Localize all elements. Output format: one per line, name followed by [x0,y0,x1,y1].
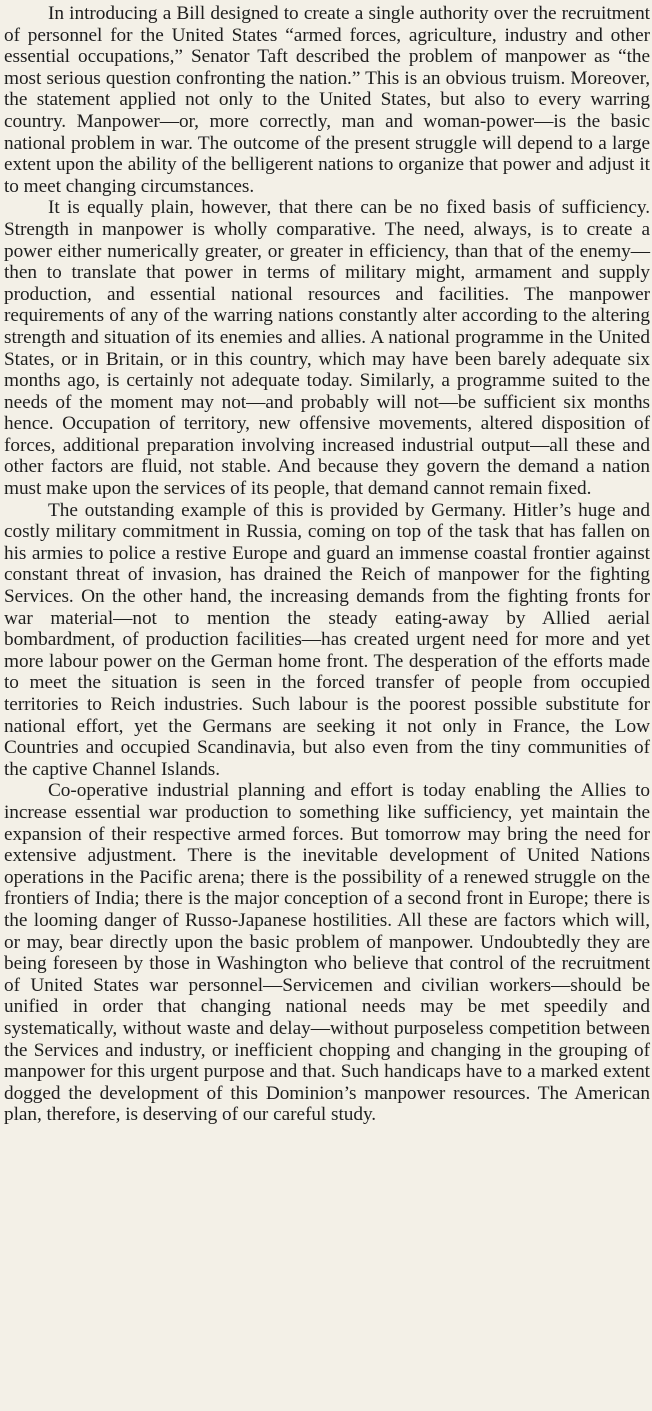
article-paragraph-3: The outstanding example of this is provided by Germany. Hitler’s huge and costly military commitment in Russia, coming on top of the task that has fallen on his armies to police a restive Europe and guard an immense coastal frontier against constant threat of invasion, has drained the Reich of manpower for the fighting Services. On the other hand, the increasing demands from the fighting fronts for war material—not to mention the steady eating-away by Allied aerial bombardment, of production facilities—has created urgent need for more and yet more labour power on the German home front. The desperation of the efforts made to meet the situation is seen in the forced transfer of people from occupied territories to Reich industries. Such labour is the poorest possible substitute for national effort, yet the Germans are seeking it not only in France, the Low Countries and occupied Scandinavia, but also even from the tiny communities of the captive Channel Islands. [4,499,650,780]
article-paragraph-1: In introducing a Bill designed to create a single authority over the recruitment of personnel for the United States “armed forces, agriculture, industry and other essential occupations,” Senator Taft described the problem of manpower as “the most serious question confronting the nation.” This is an obvious truism. Moreover, the statement applied not only to the United States, but also to every warring country. Manpower—or, more correctly, man and woman-power—is the basic national problem in war. The outcome of the present struggle will depend to a large extent upon the ability of the belligerent nations to organize that power and adjust it to meet changing circumstances. [4,3,650,197]
article-paragraph-4: Co-operative industrial planning and effort is today enabling the Allies to increase essential war production to something like sufficiency, yet maintain the expansion of their respective armed forces. But tomorrow may bring the need for extensive adjustment. There is the inevitable development of United Nations operations in the Pacific arena; there is the possibility of a renewed struggle on the frontiers of India; there is the major conception of a second front in Europe; there is the looming danger of Russo-Japanese hostilities. All these are factors which will, or may, bear directly upon the basic problem of manpower. Undoubtedly they are being foreseen by those in Washington who believe that control of the recruitment of United States war personnel—Servicemen and civilian workers—should be unified in order that changing national needs may be met speedily and systematically, without waste and delay—without purposeless competition between the Services and industry, or inefficient chopping and changing in the grouping of manpower for this urgent purpose and that. Such handicaps have to a marked extent dogged the development of this Dominion’s manpower resources. The American plan, therefore, is deserving of our careful study. [4,780,650,1126]
article-paragraph-2: It is equally plain, however, that there can be no fixed basis of sufficiency. Strength in manpower is wholly comparative. The need, always, is to create a power either numerically greater, or greater in efficiency, than that of the enemy—then to translate that power in terms of military might, armament and supply production, and essential national resources and facilities. The manpower requirements of any of the warring nations constantly alter according to the altering strength and situation of its enemies and allies. A national programme in the United States, or in Britain, or in this country, which may have been barely adequate six months ago, is certainly not adequate today. Similarly, a programme suited to the needs of the moment may not—and probably will not—be sufficient six months hence. Occupation of territory, new offensive movements, altered disposition of forces, additional preparation involving increased industrial output—all these and other factors are fluid, not stable. And because they govern the demand a nation must make upon the services of its people, that demand cannot remain fixed. [4,197,650,500]
article-column [4,3,650,1126]
